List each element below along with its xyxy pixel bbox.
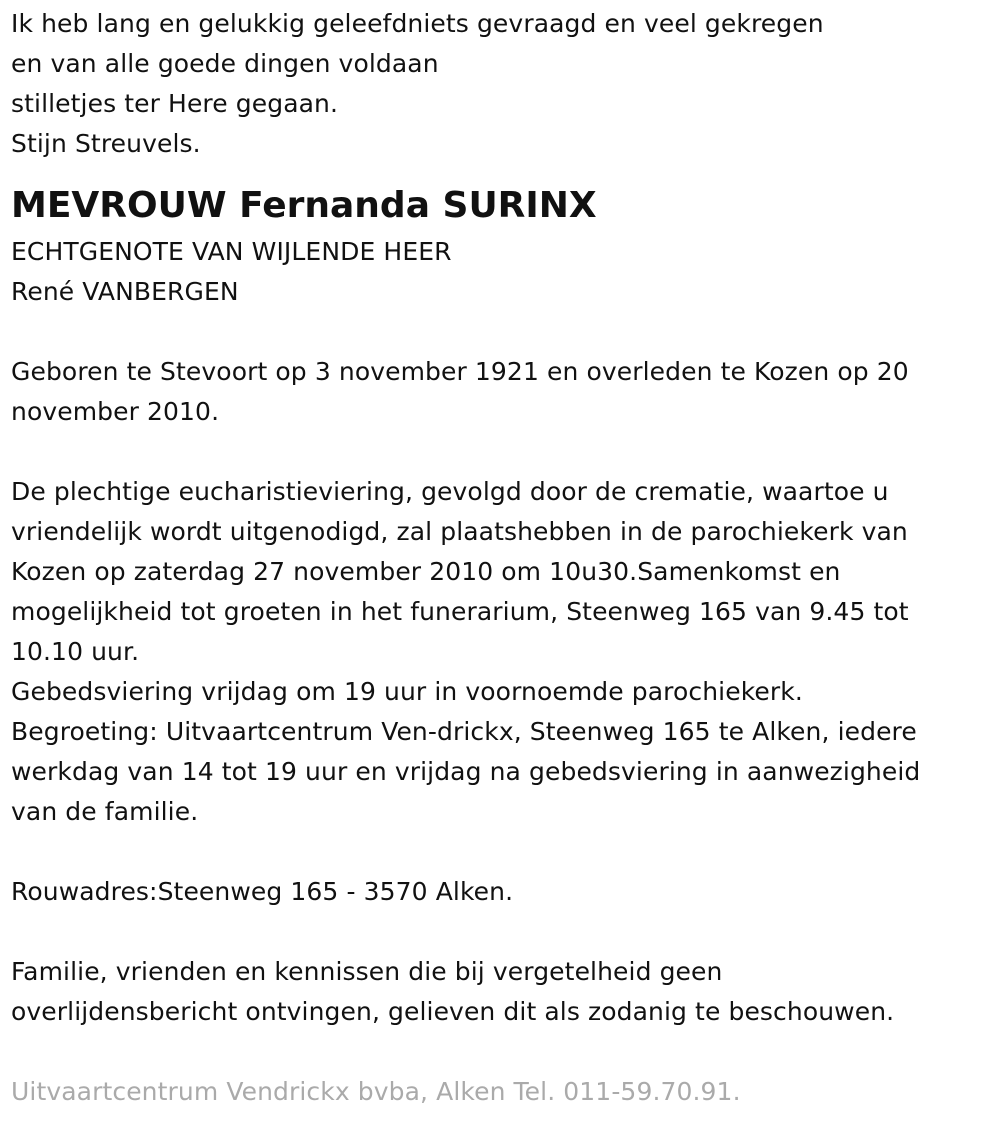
funeral-home-footer: Uitvaartcentrum Vendrickx bvba, Alken Tel. 011-59.70.91. [11, 1077, 741, 1106]
ceremony-line: van de familie. [11, 797, 199, 826]
spacer [11, 912, 986, 952]
notice-line: overlijdensbericht ontvingen, gelieven dit als zodanig te beschouwen. [11, 997, 895, 1026]
spacer [11, 832, 986, 872]
mourning-address: Rouwadres:Steenweg 165 - 3570 Alken. [11, 877, 514, 906]
relation-line: ECHTGENOTE VAN WIJLENDE HEER [11, 237, 452, 266]
ceremony-line: De plechtige eucharistieviering, gevolgd door de crematie, waartoe u [11, 477, 889, 506]
poem-line: stilletjes ter Here gegaan. [11, 89, 339, 118]
ceremony-line: werkdag van 14 tot 19 uur en vrijdag na gebedsviering in aanwezigheid [11, 757, 921, 786]
poem [11, 4, 986, 164]
ceremony-line: Gebedsviering vrijdag om 19 uur in voornoemde parochiekerk. [11, 677, 803, 706]
life-dates [11, 352, 986, 432]
ceremony-line: vriendelijk wordt uitgenodigd, zal plaatshebben in de parochiekerk van [11, 517, 908, 546]
ceremony-line: Kozen op zaterdag 27 november 2010 om 10u30.Samenkomst en [11, 557, 841, 586]
ceremony-line: 10.10 uur. [11, 637, 140, 666]
spacer [11, 312, 986, 352]
notice-line: Familie, vrienden en kennissen die bij vergetelheid geen [11, 957, 723, 986]
life-line: Geboren te Stevoort op 3 november 1921 en overleden te Kozen op 20 [11, 357, 909, 386]
family-notice [11, 952, 986, 1032]
spacer [11, 1032, 986, 1072]
ceremony-line: Begroeting: Uitvaartcentrum Ven-drickx, Steenweg 165 te Alken, iedere [11, 717, 917, 746]
poem-line: Ik heb lang en gelukkig geleefdniets gevraagd en veel gekregen [11, 9, 824, 38]
spacer [11, 432, 986, 472]
ceremony-details [11, 472, 986, 832]
poem-line: en van alle goede dingen voldaan [11, 49, 439, 78]
obituary-document [11, 4, 986, 1112]
spouse-name: René VANBERGEN [11, 277, 239, 306]
life-line: november 2010. [11, 397, 220, 426]
deceased-name: MEVROUW Fernanda SURINX [11, 185, 597, 226]
poem-author: Stijn Streuvels. [11, 129, 201, 158]
ceremony-line: mogelijkheid tot groeten in het funerarium, Steenweg 165 van 9.45 tot [11, 597, 909, 626]
